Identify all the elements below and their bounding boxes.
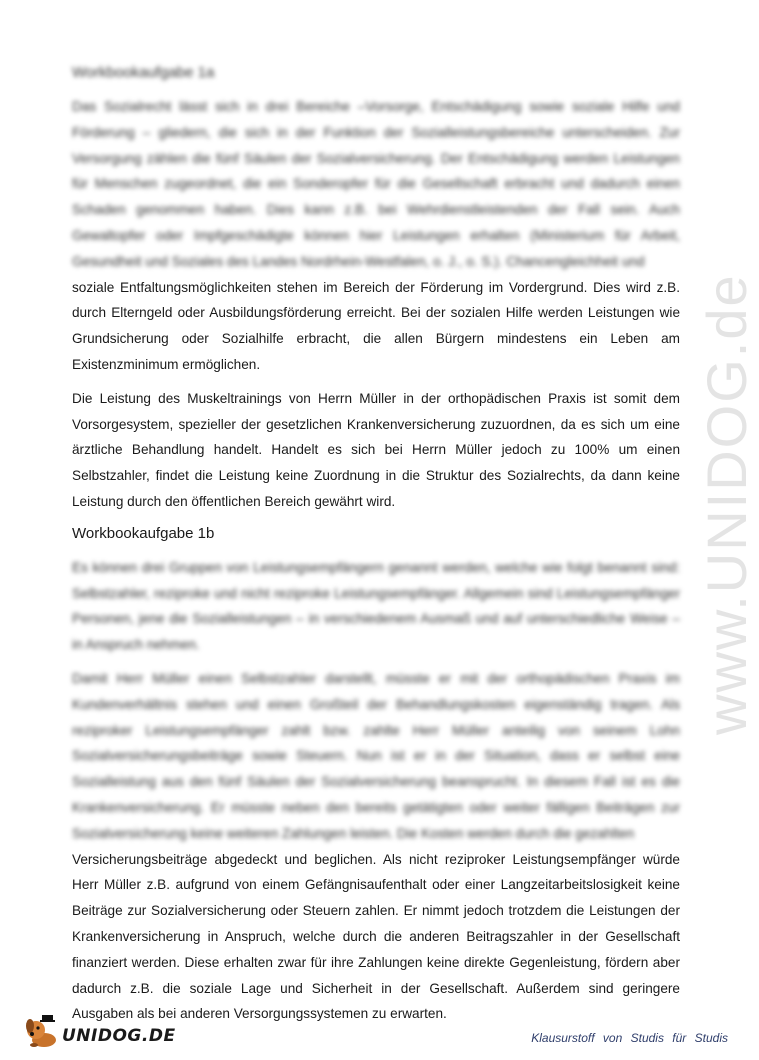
paragraph-1b-1-blurred: Es können drei Gruppen von Leistungsempfängern genannt werden, welche wie folgt benannt sind: Selbstzahler, reziproke und nicht reziproke Leistungsempfänger. Allgemein sind Leistungsempfänger Personen, jene die Sozialleistungen – in verschiedenem Ausmaß und auf unterschiedliche Weise – in Anspruch nehmen. — [72, 559, 680, 653]
dog-icon — [22, 1012, 62, 1052]
watermark — [690, 265, 758, 735]
unidog-logo — [22, 1012, 176, 1052]
document-content — [72, 62, 680, 1035]
section-heading-1a: Workbookaufgabe 1a — [72, 64, 215, 81]
footer-slogan: Klausurstoff von Studis für Studis — [531, 1031, 728, 1045]
paragraph-1b-2-blurred: Damit Herr Müller einen Selbstzahler darstellt, müsste er mit der orthopädischen Praxis im Kundenverhältnis stehen und einen Großteil der Behandlungskosten eigenständig tragen. Als reziproker Leistungsempfänger zahlt bzw. zahlte Herr Müller anteilig von seinem Lohn Sozialversicherungsbeiträge sowie Steuern. Nun ist er in der Situation, dass er selbst eine Sozialleistung aus den fünf Säulen der Sozialversicherung beansprucht. In diesem Fall ist es die Krankenversicherung. Er müsste neben den bereits getätigten oder weiter fälligen Beiträgen zur Sozialversicherung keine weiteren Zahlungen leisten. Die Kosten werden durch die gezahlten — [72, 670, 680, 841]
paragraph-1b-2-clear: Versicherungsbeiträge abgedeckt und beglichen. Als nicht reziproker Leistungsempfänger würde Herr Müller z.B. aufgrund von einem Gefängnisaufenthalt oder einer Langzeitarbeitslosigkeit keine Beiträge zur Sozialversicherung oder Steuern zahlen. Er nimmt jedoch trotzdem die Leistungen der Krankenversicherung in Anspruch, welche durch die anderen Beitragszahler in der Gesellschaft finanziert werden. Diese erhalten zwar für ihre Zahlungen keine direkte Gegenleistung, fördern aber dadurch z.B. die soziale Lage und Sicherheit in der Gesellschaft. Außerdem sind geringere Ausgaben als bei anderen Versorgungssystemen zu erwarten. — [72, 851, 680, 1022]
paragraph-1a-clear: soziale Entfaltungsmöglichkeiten stehen im Bereich der Förderung im Vordergrund. Dies wird z.B. durch Elterngeld oder Ausbildungsförderung erreicht. Bei der sozialen Hilfe werden Leistungen wie Grundsicherung oder Sozialhilfe erbracht, die allen Bürgern mindestens ein Leben am Existenzminimum ermöglichen. — [72, 279, 680, 372]
paragraph-1a-blurred: Das Sozialrecht lässt sich in drei Bereiche –Vorsorge, Entschädigung sowie soziale Hilfe und Förderung – gliedern, die sich in der Funktion der Sozialleistungsbereiche unterscheiden. Zur Versorgung zählen die fünf Säulen der Sozialversicherung. Der Entschädigung werden Leistungen für Menschen zugeordnet, die ein Sonderopfer für die Gesellschaft erbracht und dadurch einen Schaden genommen haben. Dies kann z.B. bei Wehrdienstleistenden der Fall sein. Auch Gewaltopfer oder Impfgeschädigte können hier Leistungen erhalten (Ministerium für Arbeit, Gesundheit und Soziales des Landes Nordrhein-Westfalen, o. J., o. S.). Chancengleichheit und — [72, 99, 680, 269]
watermark-text: www.UNIDOG.de — [695, 273, 758, 735]
paragraph-1a-2: Die Leistung des Muskeltrainings von Herrn Müller in der orthopädischen Praxis ist somit dem Vorsorgesystem, spezieller der gesetzlichen Krankenversicherung zuzuordnen, da es sich um eine ärztliche Behandlung handelt. Handelt es sich bei Herrn Müller jedoch zu 100% um einen Selbstzahler, findet die Leistung keine Zuordnung in die Struktur des Sozialrechts, da dann keine Leistung durch den öffentlichen Bereich gewährt wird. — [72, 390, 680, 509]
logo-text: UNIDOG.DE — [62, 1026, 176, 1046]
section-heading-1b: Workbookaufgabe 1b — [72, 524, 215, 542]
